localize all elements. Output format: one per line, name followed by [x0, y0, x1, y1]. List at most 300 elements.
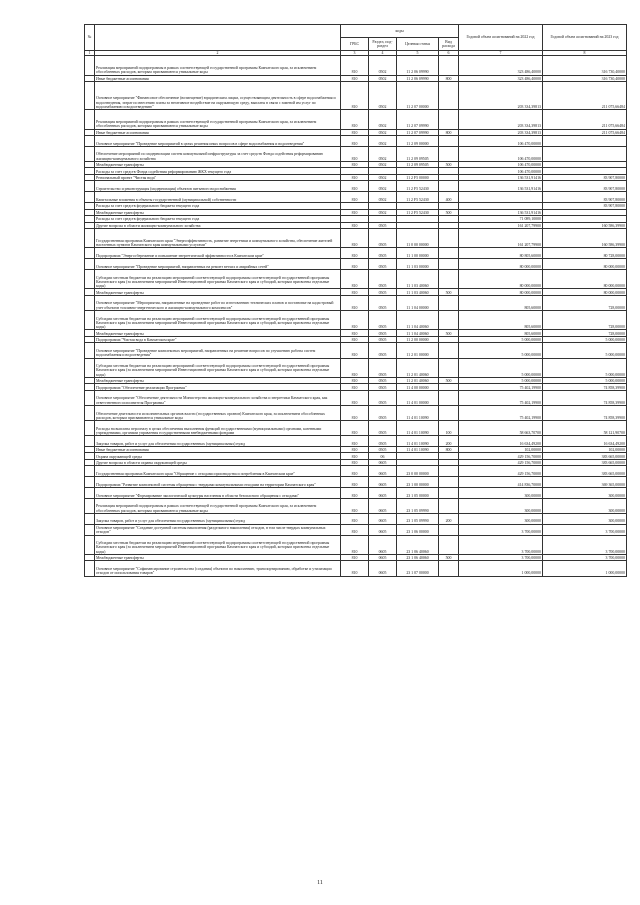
row-2023-cell: 300,00000: [543, 513, 627, 524]
row-number-cell: [85, 524, 95, 535]
row-2022-cell: 102,00000: [459, 446, 543, 453]
row-exp-type-cell: [439, 535, 459, 554]
row-number-cell: [85, 358, 95, 377]
row-exp-type-cell: [439, 561, 459, 576]
header-codes-group: коды: [341, 25, 459, 38]
row-grbs-cell: 810: [341, 390, 369, 405]
row-article-cell: 11 2 F5 52430: [397, 181, 439, 192]
row-name-cell: Основное мероприятие "Обеспечение деятельности Министерства жилищно-коммунального хозяйства и энергетики Камчатского края, как ответственного исполнителя Программы": [95, 390, 341, 405]
row-exp-type-cell: [439, 146, 459, 161]
row-section-cell: 0505: [369, 330, 397, 337]
row-grbs-cell: 810: [341, 295, 369, 310]
row-2022-cell: 161 207,79900: [459, 222, 543, 229]
row-2022-cell: 5 000,00000: [459, 336, 543, 343]
row-2022-cell: 300,00000: [459, 513, 543, 524]
row-2023-cell: [543, 136, 627, 147]
row-name-cell: Межбюджетные трансферты: [95, 330, 341, 337]
row-number-cell: [85, 343, 95, 358]
row-2023-cell: 1 000,00000: [543, 561, 627, 576]
row-section-cell: 0505: [369, 336, 397, 343]
row-name-cell: Основное мероприятие "Создание доступной системы накопления (раздельного накопления) отходов, в том числе твердых коммунальных отходов": [95, 524, 341, 535]
row-grbs-cell: 810: [341, 453, 369, 460]
row-name-cell: Закупка товаров, работ и услуг для обеспечения государственных (муниципальных) нужд: [95, 436, 341, 447]
row-2023-cell: 5 000,00000: [543, 377, 627, 384]
row-2023-cell: 211 075,66484: [543, 82, 627, 110]
column-number: 8: [543, 51, 627, 56]
row-number-cell: [85, 248, 95, 259]
row-name-cell: Закупка товаров, работ и услуг для обеспечения государственных (муниципальных) нужд: [95, 513, 341, 524]
row-name-cell: Расходы за счет средств федерального бюджета текущего года: [95, 216, 341, 223]
row-number-cell: [85, 82, 95, 110]
row-grbs-cell: 810: [341, 488, 369, 499]
row-exp-type-cell: 500: [439, 554, 459, 561]
row-exp-type-cell: [439, 110, 459, 129]
table-row: [85, 390, 627, 405]
row-2022-cell: 323 486,40000: [459, 75, 543, 82]
row-2022-cell: 75 402,19900: [459, 384, 543, 391]
row-name-cell: Межбюджетные трансферты: [95, 377, 341, 384]
row-grbs-cell: 810: [341, 554, 369, 561]
row-name-cell: Расходы за счет средств Фонда содействия реформированию ЖКХ текущего года: [95, 168, 341, 175]
row-name-cell: Основное мероприятие "Проведение комплексных мероприятий, направленных на решение вопросов по улучшению работы систем водоснабжения и водоотведения": [95, 343, 341, 358]
page-number: 11: [317, 880, 323, 886]
row-number-cell: [85, 270, 95, 289]
row-section-cell: 0505: [369, 270, 397, 289]
row-article-cell: 11 2 01 00000: [397, 343, 439, 358]
row-2023-cell: 3 700,00000: [543, 535, 627, 554]
row-2022-cell: 71 089,10000: [459, 216, 543, 223]
row-number-cell: [85, 229, 95, 248]
row-2023-cell: 5 000,00000: [543, 358, 627, 377]
row-exp-type-cell: [439, 136, 459, 147]
row-section-cell: 0505: [369, 259, 397, 270]
row-section-cell: 0502: [369, 129, 397, 136]
row-section-cell: 0502: [369, 75, 397, 82]
row-section-cell: 0605: [369, 513, 397, 524]
row-name-cell: Субсидии местным бюджетам на реализацию мероприятий соответствующей подпрограммы соответствующей государственной программы Камчатского края (за исключением мероприятий Инвестиционной программы Камчатского края и субсидий, которым присвоены отдельные коды): [95, 358, 341, 377]
row-2022-cell: [459, 192, 543, 203]
row-2023-cell: 74 858,39900: [543, 406, 627, 421]
row-exp-type-cell: 500: [439, 377, 459, 384]
row-number-cell: [85, 136, 95, 147]
row-name-cell: Иные бюджетные ассигнования: [95, 75, 341, 82]
row-exp-type-cell: 800: [439, 446, 459, 453]
row-2023-cell: 83 907,80000: [543, 181, 627, 192]
row-exp-type-cell: [439, 259, 459, 270]
column-number: 4: [369, 51, 397, 56]
row-section-cell: 0505: [369, 295, 397, 310]
table-row: [85, 270, 627, 289]
row-2022-cell: 16 634,49200: [459, 436, 543, 447]
row-article-cell: 23 1 06 40060: [397, 535, 439, 554]
row-section-cell: 0605: [369, 561, 397, 576]
row-2022-cell: 58 663,70700: [459, 421, 543, 436]
row-grbs-cell: 810: [341, 136, 369, 147]
row-exp-type-cell: [439, 466, 459, 477]
column-number: 6: [439, 51, 459, 56]
row-2023-cell: 211 075,66484: [543, 129, 627, 136]
row-2022-cell: 75 402,19900: [459, 390, 543, 405]
row-2022-cell: 106 470,00000: [459, 168, 543, 175]
row-grbs-cell: 810: [341, 289, 369, 296]
row-name-cell: Основное мероприятие "Проведение мероприятий, направленных на ремонт ветхих и аварийных сетей": [95, 259, 341, 270]
row-grbs-cell: 810: [341, 56, 369, 75]
row-name-cell: Обеспечение мероприятий по модернизации систем коммунальной инфраструктуры за счет средств Фонда содействия реформированию жилищно-коммунального хозяйства: [95, 146, 341, 161]
row-exp-type-cell: [439, 181, 459, 192]
table-row: [85, 513, 627, 524]
row-name-cell: Субсидии местным бюджетам на реализацию мероприятий соответствующей подпрограммы соответствующей государственной программы Камчатского края (за исключением мероприятий Инвестиционной программы Камчатского края и субсидий, которым присвоены отдельные коды): [95, 535, 341, 554]
row-article-cell: 11 1 03 40060: [397, 289, 439, 296]
row-section-cell: 0505: [369, 390, 397, 405]
row-2023-cell: 369 365,00000: [543, 477, 627, 488]
row-name-cell: Реализация мероприятий подпрограммы в рамках соответствующей государственной программы Камчатского края, за исключением обособленных расходов, которым присваиваются уникальные коды: [95, 56, 341, 75]
row-section-cell: 0502: [369, 209, 397, 216]
row-grbs-cell: 810: [341, 248, 369, 259]
table-row: [85, 498, 627, 513]
row-grbs-cell: 810: [341, 82, 369, 110]
table-row: [85, 535, 627, 554]
row-2023-cell: 211 075,66484: [543, 110, 627, 129]
row-2023-cell: 83 907,80000: [543, 192, 627, 203]
row-2023-cell: 5 000,00000: [543, 343, 627, 358]
row-exp-type-cell: 500: [439, 330, 459, 337]
row-grbs-cell: 810: [341, 209, 369, 216]
row-number-cell: [85, 146, 95, 161]
row-2022-cell: 80 000,00000: [459, 259, 543, 270]
row-2023-cell: 160 586,39900: [543, 222, 627, 229]
row-section-cell: 0605: [369, 477, 397, 488]
table-row: [85, 192, 627, 203]
row-name-cell: Межбюджетные трансферты: [95, 161, 341, 168]
row-section-cell: 0505: [369, 222, 397, 229]
row-name-cell: Реализация мероприятий подпрограммы в рамках соответствующей государственной программы Камчатского края, за исключением обособленных расходов, которым присваиваются уникальные коды: [95, 110, 341, 129]
row-article-cell: 11 1 04 00000: [397, 295, 439, 310]
row-2022-cell: 3 700,00000: [459, 524, 543, 535]
row-article-cell: 11 2 06 09990: [397, 56, 439, 75]
table-row: [85, 477, 627, 488]
row-2023-cell: 5 000,00000: [543, 336, 627, 343]
row-section-cell: 0605: [369, 535, 397, 554]
row-name-cell: Основное мероприятие "Софинансирование строительства (создания) объектов по накоплению, транспортированию, обработке и утилизации отходов от использования товаров": [95, 561, 341, 576]
row-2023-cell: 80 000,00000: [543, 289, 627, 296]
row-grbs-cell: 810: [341, 477, 369, 488]
row-article-cell: 11 1 00 00000: [397, 248, 439, 259]
row-section-cell: 0502: [369, 82, 397, 110]
row-section-cell: 0605: [369, 466, 397, 477]
row-section-cell: 0505: [369, 358, 397, 377]
row-exp-type-cell: 100: [439, 421, 459, 436]
row-2023-cell: 102,00000: [543, 446, 627, 453]
row-exp-type-cell: 800: [439, 129, 459, 136]
row-name-cell: Строительство и реконструкция (модернизация) объектов питьевого водоснабжения: [95, 181, 341, 192]
row-section-cell: 0502: [369, 146, 397, 161]
row-exp-type-cell: [439, 477, 459, 488]
table-row: [85, 421, 627, 436]
row-number-cell: [85, 56, 95, 75]
row-2023-cell: 316 730,40000: [543, 56, 627, 75]
header-grbs: ГРБС: [341, 38, 369, 51]
row-article-cell: 23 1 05 00000: [397, 488, 439, 499]
row-name-cell: Подпрограмма "Обеспечение реализации Программы": [95, 384, 341, 391]
row-2022-cell: 300,00000: [459, 488, 543, 499]
row-2022-cell: 414 836,70000: [459, 477, 543, 488]
row-section-cell: 0505: [369, 343, 397, 358]
row-grbs-cell: 810: [341, 229, 369, 248]
row-2023-cell: 728,00000: [543, 295, 627, 310]
row-2022-cell: 136 531,91416: [459, 181, 543, 192]
row-2023-cell: 58 121,90700: [543, 421, 627, 436]
row-2023-cell: 3 700,00000: [543, 524, 627, 535]
header-name: [95, 25, 341, 51]
table-header: [85, 25, 627, 56]
row-2023-cell: 74 858,39900: [543, 390, 627, 405]
table-row: [85, 82, 627, 110]
row-2023-cell: 300,00000: [543, 488, 627, 499]
row-grbs-cell: 810: [341, 222, 369, 229]
row-grbs-cell: 810: [341, 311, 369, 330]
row-article-cell: 11 4 00 00000: [397, 384, 439, 391]
row-number-cell: [85, 311, 95, 330]
row-grbs-cell: 810: [341, 524, 369, 535]
row-grbs-cell: 810: [341, 384, 369, 391]
row-2022-cell: 80 000,00000: [459, 289, 543, 296]
row-2023-cell: 16 634,49200: [543, 436, 627, 447]
row-article-cell: 11 0 00 00000: [397, 229, 439, 248]
row-section-cell: 06: [369, 453, 397, 460]
row-name-cell: Расходы за счет средств федерального бюджета текущего года: [95, 203, 341, 210]
table-row: [85, 259, 627, 270]
row-article-cell: 11 2 07 09990: [397, 129, 439, 136]
row-2022-cell: 805,60000: [459, 311, 543, 330]
table-row: [85, 436, 627, 447]
table-row: [85, 136, 627, 147]
row-grbs-cell: 810: [341, 466, 369, 477]
row-2022-cell: 3 700,00000: [459, 554, 543, 561]
row-2022-cell: 1 000,00000: [459, 561, 543, 576]
row-article-cell: 11 4 01 00000: [397, 390, 439, 405]
row-number-cell: [85, 192, 95, 203]
row-2023-cell: 80 000,00000: [543, 270, 627, 289]
row-number-cell: [85, 561, 95, 576]
row-section-cell: 0502: [369, 181, 397, 192]
row-article-cell: 11 2 F5 52430: [397, 192, 439, 203]
row-grbs-cell: 810: [341, 535, 369, 554]
row-article-cell: 11 2 01 40060: [397, 377, 439, 384]
row-section-cell: 0605: [369, 488, 397, 499]
row-exp-type-cell: [439, 248, 459, 259]
row-article-cell: 23 1 07 00000: [397, 561, 439, 576]
row-grbs-cell: 810: [341, 336, 369, 343]
row-2022-cell: 5 000,00000: [459, 343, 543, 358]
row-grbs-cell: 810: [341, 358, 369, 377]
row-article-cell: 11 2 07 00000: [397, 82, 439, 110]
row-2023-cell: 300,00000: [543, 498, 627, 513]
header-2023: Годовой объем ассигнований на 2023 год: [543, 25, 627, 51]
row-2022-cell: 805,60000: [459, 295, 543, 310]
row-number-cell: [85, 110, 95, 129]
row-2023-cell: 728,00000: [543, 311, 627, 330]
row-exp-type-cell: [439, 270, 459, 289]
row-2023-cell: 383 665,00000: [543, 466, 627, 477]
row-article-cell: 23 1 06 00000: [397, 524, 439, 535]
row-2023-cell: 383 665,00000: [543, 459, 627, 466]
row-name-cell: Иные бюджетные ассигнования: [95, 129, 341, 136]
row-grbs-cell: 810: [341, 561, 369, 576]
row-2022-cell: 136 531,91416: [459, 209, 543, 216]
row-grbs-cell: 810: [341, 161, 369, 168]
row-grbs-cell: 810: [341, 421, 369, 436]
row-name-cell: Расходы на выплаты персоналу в целях обеспечения выполнения функций государственными (муниципальными) органами, казенными учреждениями, органами управления государственными внебюджетными фондами: [95, 421, 341, 436]
row-exp-type-cell: [439, 488, 459, 499]
row-name-cell: Межбюджетные трансферты: [95, 289, 341, 296]
row-number-cell: [85, 295, 95, 310]
row-grbs-cell: 810: [341, 192, 369, 203]
row-grbs-cell: 810: [341, 513, 369, 524]
row-2022-cell: 203 334,39813: [459, 129, 543, 136]
row-2022-cell: 80 805,60000: [459, 248, 543, 259]
row-grbs-cell: 810: [341, 446, 369, 453]
row-2022-cell: 429 156,70000: [459, 453, 543, 460]
row-article-cell: 11 2 07 09990: [397, 110, 439, 129]
row-2022-cell: 136 531,91416: [459, 174, 543, 181]
row-article-cell: 11 2 09 00000: [397, 136, 439, 147]
row-2022-cell: 429 156,70000: [459, 459, 543, 466]
row-section-cell: 0505: [369, 436, 397, 447]
row-number-cell: [85, 421, 95, 436]
row-2023-cell: 74 858,39900: [543, 384, 627, 391]
row-exp-type-cell: 500: [439, 289, 459, 296]
row-exp-type-cell: 200: [439, 436, 459, 447]
column-number: 5: [397, 51, 439, 56]
row-name-cell: Подпрограмма "Энергосбережение и повышение энергетической эффективности в Камчатском крае": [95, 248, 341, 259]
row-2023-cell: [543, 146, 627, 161]
row-2022-cell: 80 000,00000: [459, 270, 543, 289]
row-grbs-cell: 810: [341, 146, 369, 161]
row-name-cell: Охрана окружающей среды: [95, 453, 341, 460]
row-2023-cell: 3 700,00000: [543, 554, 627, 561]
row-exp-type-cell: [439, 295, 459, 310]
row-grbs-cell: 810: [341, 459, 369, 466]
row-number-cell: [85, 436, 95, 447]
table-row: [85, 295, 627, 310]
row-number-cell: [85, 498, 95, 513]
row-section-cell: 0505: [369, 446, 397, 453]
row-grbs-cell: 810: [341, 377, 369, 384]
row-2022-cell: 5 000,00000: [459, 377, 543, 384]
row-number-cell: [85, 390, 95, 405]
table-row: [85, 343, 627, 358]
row-2022-cell: 300,00000: [459, 498, 543, 513]
row-section-cell: 0605: [369, 554, 397, 561]
row-name-cell: Основное мероприятие "Формирование экологической культуры населения в области безопасного обращения с отходами": [95, 488, 341, 499]
row-2022-cell: 429 156,70000: [459, 466, 543, 477]
row-2022-cell: 106 470,00000: [459, 161, 543, 168]
row-article-cell: 11 4 01 10090: [397, 406, 439, 421]
row-article-cell: 23 1 05 09990: [397, 513, 439, 524]
header-num: №: [85, 25, 95, 51]
column-number: 7: [459, 51, 543, 56]
table-row: [85, 311, 627, 330]
row-exp-type-cell: 800: [439, 75, 459, 82]
row-section-cell: 0605: [369, 498, 397, 513]
row-article-cell: 11 4 01 10090: [397, 421, 439, 436]
row-grbs-cell: 810: [341, 110, 369, 129]
row-number-cell: [85, 477, 95, 488]
row-section-cell: 0502: [369, 56, 397, 75]
row-article-cell: 23 0 00 00000: [397, 466, 439, 477]
row-article-cell: 11 2 09 09505: [397, 146, 439, 161]
row-section-cell: 0505: [369, 229, 397, 248]
header-exp-type: Вид расхода: [439, 38, 459, 51]
row-grbs-cell: 810: [341, 174, 369, 181]
row-grbs-cell: 810: [341, 436, 369, 447]
row-exp-type-cell: [439, 406, 459, 421]
row-exp-type-cell: [439, 343, 459, 358]
row-section-cell: 0505: [369, 377, 397, 384]
table-row: [85, 406, 627, 421]
row-exp-type-cell: [439, 56, 459, 75]
row-exp-type-cell: [439, 311, 459, 330]
row-exp-type-cell: 200: [439, 513, 459, 524]
row-article-cell: 11 2 01 40060: [397, 358, 439, 377]
row-2022-cell: 106 470,00000: [459, 136, 543, 147]
row-grbs-cell: 810: [341, 406, 369, 421]
budget-table: [84, 24, 627, 577]
table-row: [85, 524, 627, 535]
table-row: [85, 110, 627, 129]
row-name-cell: Обеспечение деятельности исполнительных органов власти (государственных органов) Камчатского края, за исключением обособленных расходов, которым присваиваются уникальные коды: [95, 406, 341, 421]
table-row: [85, 56, 627, 75]
row-2022-cell: 203 334,39813: [459, 110, 543, 129]
row-grbs-cell: 810: [341, 129, 369, 136]
header-article: Целевая статья: [397, 38, 439, 51]
row-exp-type-cell: [439, 358, 459, 377]
row-2022-cell: 161 207,79900: [459, 229, 543, 248]
row-article-cell: 11 2 06 09990: [397, 75, 439, 82]
row-number-cell: [85, 466, 95, 477]
row-name-cell: Иные бюджетные ассигнования: [95, 446, 341, 453]
row-section-cell: 0505: [369, 248, 397, 259]
table-row: [85, 358, 627, 377]
row-section-cell: 0505: [369, 421, 397, 436]
row-2023-cell: 80 000,00000: [543, 259, 627, 270]
table-row: [85, 181, 627, 192]
row-exp-type-cell: [439, 390, 459, 405]
row-exp-type-cell: [439, 229, 459, 248]
row-section-cell: 0505: [369, 289, 397, 296]
row-name-cell: Межбюджетные трансферты: [95, 554, 341, 561]
row-name-cell: Субсидии местным бюджетам на реализацию мероприятий соответствующей подпрограммы соответствующей государственной программы Камчатского края (за исключением мероприятий Инвестиционной программы Камчатского края и субсидий, которым присвоены отдельные коды): [95, 311, 341, 330]
column-number: 3: [341, 51, 369, 56]
row-section-cell: 0605: [369, 459, 397, 466]
row-article-cell: 23 1 06 40060: [397, 554, 439, 561]
column-number: 1: [85, 51, 95, 56]
row-article-cell: 11 4 01 10090: [397, 436, 439, 447]
row-name-cell: Подпрограмма "Развитие комплексной системы обращения с твердыми коммунальными отходами на территории Камчатского края": [95, 477, 341, 488]
row-name-cell: Основное мероприятие "Финансовое обеспечение (возмещение) юридическим лицам, осуществляющим деятельность в сфере водоснабжения и водоотведения, затрат по внесению платы за негативное воздействие на окружающую среду, выплаты в связи с заменой им услуг по водоснабжению и водоотведению": [95, 82, 341, 110]
row-article-cell: 23 1 00 00000: [397, 477, 439, 488]
row-article-cell: 11 1 04 40060: [397, 330, 439, 337]
row-grbs-cell: 810: [341, 343, 369, 358]
row-name-cell: Капитальные вложения в объекты государственной (муниципальной) собственности: [95, 192, 341, 203]
row-section-cell: 0502: [369, 192, 397, 203]
row-article-cell: 11 1 04 40060: [397, 311, 439, 330]
row-grbs-cell: 810: [341, 75, 369, 82]
row-section-cell: 0505: [369, 406, 397, 421]
table-row: [85, 229, 627, 248]
table-body: [85, 56, 627, 576]
row-2023-cell: 728,00000: [543, 330, 627, 337]
